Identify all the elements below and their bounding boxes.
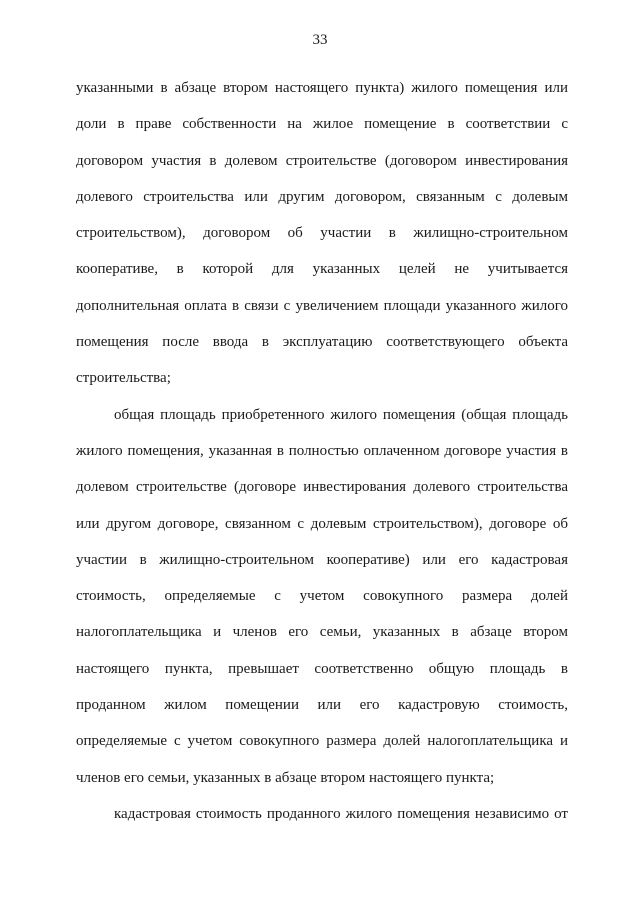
page-number: 33 bbox=[312, 32, 328, 48]
paragraph-cadastral-value: кадастровая стоимость проданного жилого помещения независимо от bbox=[114, 805, 568, 822]
document-body bbox=[76, 70, 568, 832]
paragraph-continuation: указанными в абзаце втором настоящего пункта) жилого помещения или доли в праве собственности на жилое помещение в соответствии с договором участия в долевом строительстве (договором инвестирования долевого строительства или другим договором, связанным с долевым строительством), договором об участии в жилищно-строительном кооперативе, в которой для указанных целей не учитывается дополнительная оплата в связи с увеличением площади указанного жилого помещения после ввода в эксплуатацию соответствующего объекта строительства; bbox=[76, 80, 568, 387]
paragraph-total-area: общая площадь приобретенного жилого помещения (общая площадь жилого помещения, указанная в полностью оплаченном договоре участия в долевом строительстве (договоре инвестирования долевого строительства или другом договоре, связанном с долевым строительством), договоре об участии в жилищно-строительном кооперативе) или его кадастровая стоимость, определяемые с учетом совокупного размера долей налогоплательщика и членов его семьи, указанных в абзаце втором настоящего пункта, превышает соответственно общую площадь в проданном жилом помещении или его кадастровую стоимость, определяемые с учетом совокупного размера долей налогоплательщика и членов его семьи, указанных в абзаце втором настоящего пункта; bbox=[76, 406, 568, 786]
